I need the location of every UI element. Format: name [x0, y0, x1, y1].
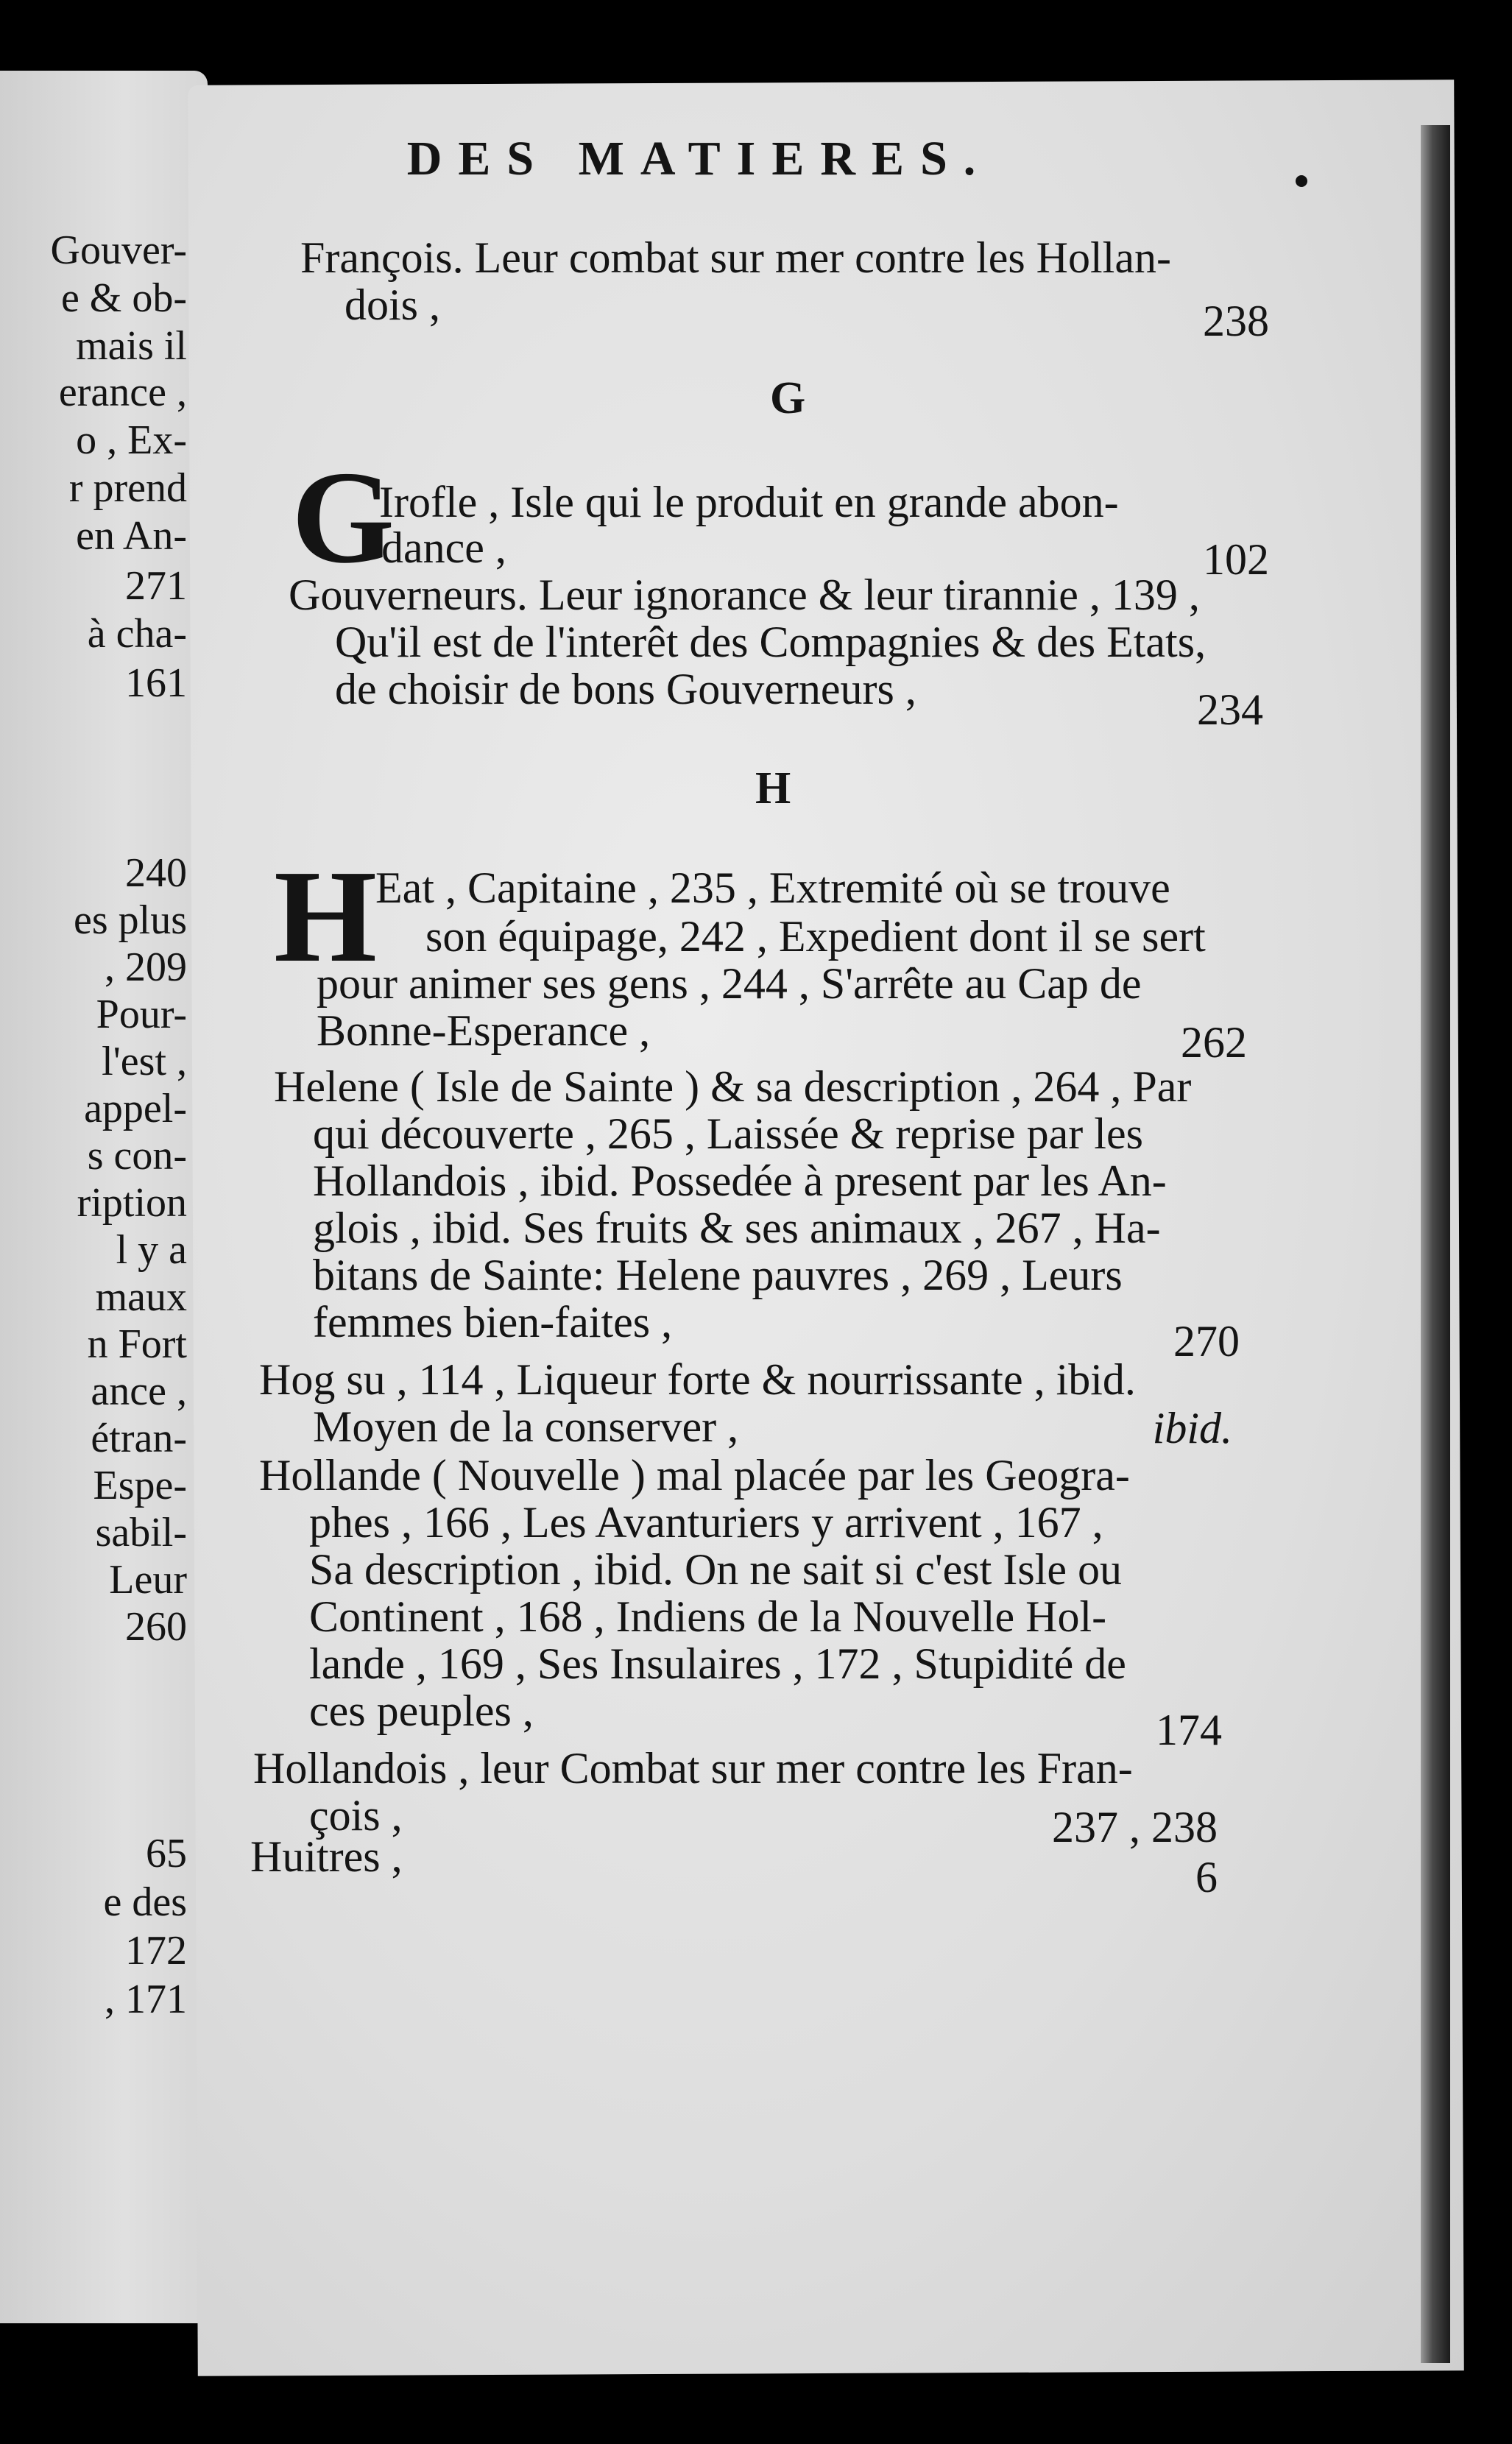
entry-line: Qu'il est de l'interêt des Compagnies & des Etats, [335, 618, 1207, 666]
entry-line: François. Leur combat sur mer contre les Hollan- [300, 233, 1171, 282]
entry-line: Sa description , ibid. On ne sait si c'est Isle ou [309, 1545, 1122, 1594]
entry-line: çois , [309, 1791, 403, 1840]
entry-page-number: ibid. [1152, 1404, 1232, 1452]
left-line: Pour- [96, 992, 187, 1037]
left-line: r prend [68, 465, 187, 511]
entry-page-number: 6 [1195, 1853, 1218, 1901]
entry-line: pour animer ses gens , 244 , S'arrête au Cap de [317, 959, 1142, 1008]
left-line: 240 [125, 850, 187, 896]
left-line: ance , [91, 1368, 187, 1414]
ink-dot [1296, 175, 1307, 187]
entry-line: Helene ( Isle de Sainte ) & sa description , 264 , Par [274, 1062, 1192, 1111]
entry-line: Hollandois , ibid. Possedée à present par les An- [313, 1156, 1167, 1205]
left-line: Gouver- [50, 227, 187, 273]
left-line: l y a [116, 1227, 187, 1273]
entry-line: de choisir de bons Gouverneurs , [335, 665, 916, 713]
entry-page-number: 234 [1197, 685, 1263, 734]
entry-line: Hollandois , leur Combat sur mer contre les Fran- [253, 1744, 1133, 1793]
entry-page-number: 238 [1203, 297, 1269, 345]
entry-page-number: 270 [1173, 1317, 1240, 1366]
left-line: n Fort [87, 1321, 187, 1367]
dropcap-h: H [274, 843, 378, 989]
entry-line: Continent , 168 , Indiens de la Nouvelle Hol- [309, 1592, 1107, 1641]
entry-line: Hog su , 114 , Liqueur forte & nourrissante , ibid. [259, 1355, 1136, 1404]
running-head: DES MATIERES. [406, 132, 992, 186]
left-line: 65 [146, 1831, 187, 1876]
entry-line: Eat , Capitaine , 235 , Extremité où se trouve [375, 863, 1170, 912]
left-line: l'est , [102, 1039, 187, 1084]
left-line: à cha- [87, 611, 187, 657]
left-line: e & ob- [60, 275, 187, 321]
left-line: , 209 [105, 944, 187, 990]
entry-line: qui découverte , 265 , Laissée & reprise par les [313, 1109, 1143, 1158]
section-heading-h: H [755, 763, 791, 813]
left-line: erance , [58, 370, 187, 415]
entry-line: ces peuples , [309, 1687, 534, 1735]
entry-page-number: 174 [1156, 1706, 1222, 1754]
left-line: sabil- [95, 1510, 187, 1555]
entry-line: Moyen de la conserver , [313, 1402, 739, 1451]
entry-line: Hollande ( Nouvelle ) mal placée par les Geogra- [259, 1451, 1130, 1500]
left-line: 161 [125, 660, 187, 706]
entry-page-number: 102 [1203, 535, 1269, 584]
left-line: e des [103, 1879, 187, 1925]
left-line: s con- [87, 1133, 187, 1179]
entry-line: Gouverneurs. Leur ignorance & leur tirannie , 139 , [289, 571, 1200, 619]
left-line: es plus [74, 897, 187, 943]
left-page-fragment [0, 71, 208, 2323]
left-line: Espe- [93, 1463, 187, 1508]
entry-line: lande , 169 , Ses Insulaires , 172 , Stupidité de [309, 1639, 1126, 1688]
left-line: 172 [125, 1928, 187, 1974]
left-line: , 171 [105, 1977, 187, 2022]
left-line: 271 [125, 563, 187, 609]
entry-line: Bonne-Esperance , [317, 1006, 651, 1055]
section-heading-g: G [770, 373, 806, 423]
entry-line: son équipage, 242 , Expedient dont il se sert [425, 912, 1206, 961]
entry-line: Irofle , Isle qui le produit en grande abon- [379, 478, 1119, 526]
left-line: ription [77, 1180, 187, 1226]
left-line: mais il [76, 323, 187, 369]
left-line: en An- [76, 513, 187, 559]
entry-line: phes , 166 , Les Avanturiers y arrivent , 167 , [309, 1498, 1103, 1547]
left-line: 260 [125, 1604, 187, 1650]
left-line: maux [95, 1274, 187, 1320]
left-line: étran- [91, 1416, 187, 1461]
entry-line: Huitres , [250, 1832, 403, 1881]
entry-line: dance , [381, 523, 506, 572]
entry-page-number: 262 [1181, 1018, 1247, 1067]
entry-line: glois , ibid. Ses fruits & ses animaux , 267 , Ha- [313, 1204, 1161, 1252]
left-line: Leur [109, 1557, 187, 1603]
left-line: o , Ex- [76, 417, 187, 463]
entry-line: dois , [345, 280, 441, 329]
page-edge-shadow [1421, 125, 1450, 2363]
dropcap-g: G [292, 444, 395, 590]
entry-line: femmes bien-faites , [313, 1298, 673, 1346]
entry-page-number: 237 , 238 [1052, 1803, 1218, 1851]
entry-line: bitans de Sainte: Helene pauvres , 269 , Leurs [313, 1251, 1123, 1299]
left-line: appel- [84, 1086, 187, 1131]
